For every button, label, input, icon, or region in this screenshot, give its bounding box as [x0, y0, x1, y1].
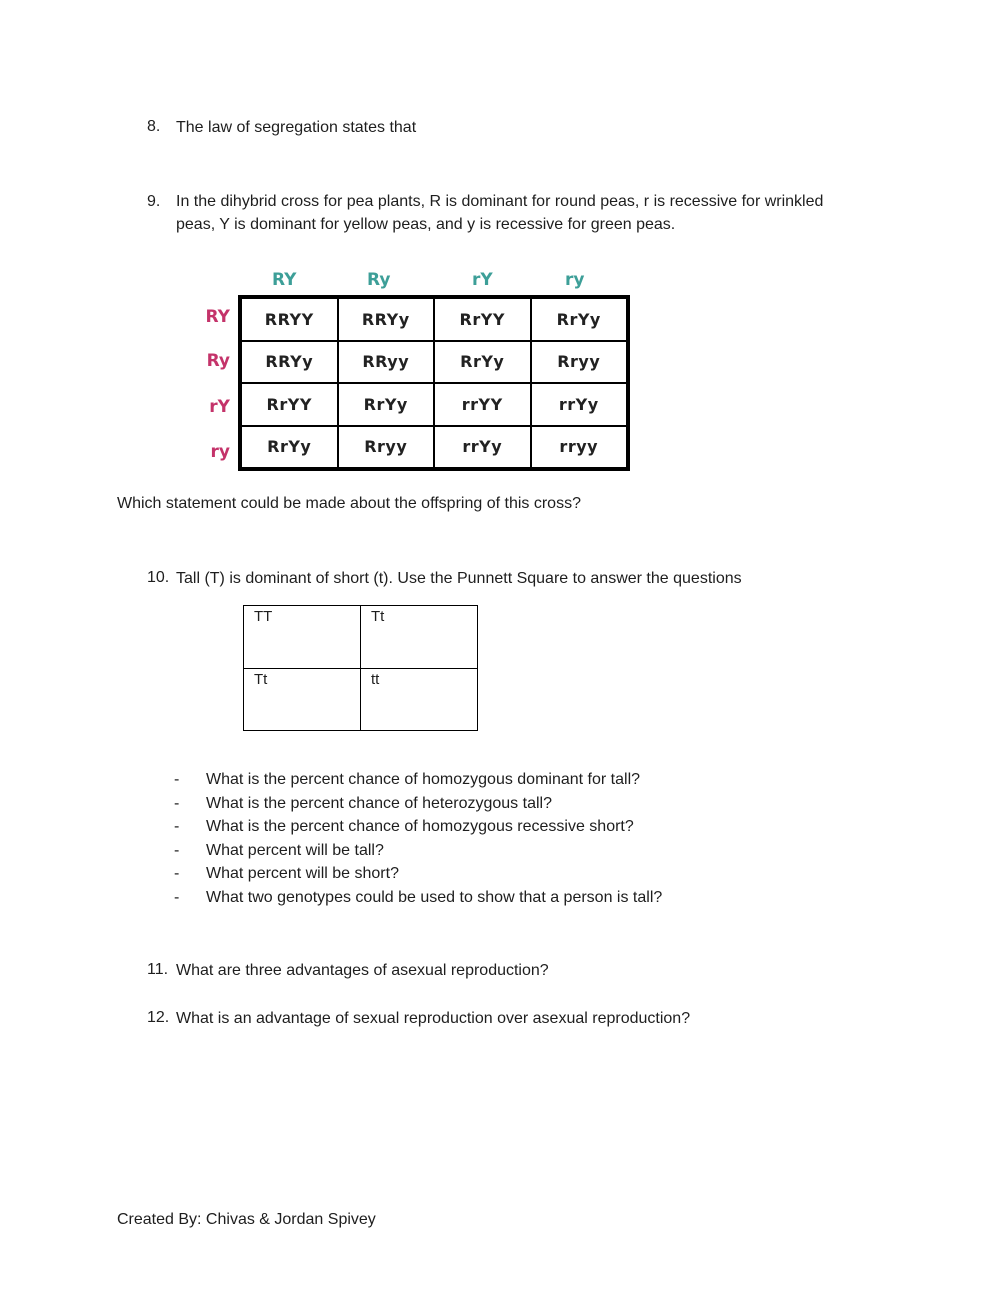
list-item — [174, 792, 662, 816]
bullet-dash: - — [174, 841, 180, 859]
question-9-number: 9. — [147, 193, 161, 210]
col-header: RY — [272, 270, 297, 290]
genotype-cell: RrYY — [241, 383, 338, 426]
list-item — [174, 768, 662, 792]
genotype-cell: RrYy — [531, 298, 628, 341]
bullet-dash: - — [174, 865, 180, 883]
question-10-number: 10. — [147, 569, 170, 586]
genotype-cell: Tt — [244, 668, 361, 731]
row-header: rY — [209, 397, 230, 417]
genotype-cell: rrYy — [531, 383, 628, 426]
question-10-subquestions — [174, 768, 662, 910]
genotype-cell: RrYy — [434, 341, 531, 384]
genotype-cell: RrYy — [338, 383, 435, 426]
genotype-cell: rryy — [531, 426, 628, 469]
genotype-cell: tt — [361, 668, 478, 731]
col-header: Ry — [367, 270, 391, 290]
genotype-cell: RRYY — [241, 298, 338, 341]
row-header: Ry — [206, 351, 230, 371]
question-12-text: What is an advantage of sexual reproduction over asexual reproduction? — [176, 1010, 691, 1027]
list-item-text: What is the percent chance of homozygous recessive short? — [206, 818, 634, 836]
genotype-cell: RRYy — [338, 298, 435, 341]
col-header: rY — [472, 270, 493, 290]
question-9-followup: Which statement could be made about the offspring of this cross? — [117, 495, 581, 512]
list-item-text: What is the percent chance of heterozygous tall? — [206, 794, 552, 812]
bullet-dash: - — [174, 818, 180, 836]
row-header: RY — [205, 307, 230, 327]
question-8-number: 8. — [147, 118, 161, 135]
col-header: ry — [565, 270, 585, 290]
question-11-number: 11. — [147, 961, 169, 978]
genotype-cell: TT — [244, 606, 361, 669]
question-8-text: The law of segregation states that — [176, 119, 417, 136]
bullet-dash: - — [174, 888, 180, 906]
genotype-cell: Rryy — [531, 341, 628, 384]
monohybrid-punnett-square — [243, 605, 478, 731]
question-11-text: What are three advantages of asexual reproduction? — [176, 962, 549, 979]
genotype-cell: RRyy — [338, 341, 435, 384]
row-header: ry — [210, 442, 230, 462]
footer-credit: Created By: Chivas & Jordan Spivey — [117, 1211, 376, 1228]
list-item — [174, 815, 662, 839]
list-item — [174, 862, 662, 886]
list-item — [174, 886, 662, 910]
list-item-text: What is the percent chance of homozygous dominant for tall? — [206, 771, 641, 788]
question-9-text-line2: peas, Y is dominant for yellow peas, and y is recessive for green peas. — [176, 216, 676, 233]
question-9-text-line1: In the dihybrid cross for pea plants, R is dominant for round peas, r is recessive for wrinkled — [176, 193, 824, 210]
list-item — [174, 839, 662, 863]
bullet-dash: - — [174, 771, 180, 788]
genotype-cell: Tt — [361, 606, 478, 669]
list-item-text: What two genotypes could be used to show that a person is tall? — [206, 888, 663, 906]
genotype-cell: rrYY — [434, 383, 531, 426]
genotype-cell: RRYy — [241, 341, 338, 384]
list-item-text: What percent will be tall? — [206, 841, 384, 859]
genotype-cell: RrYy — [241, 426, 338, 469]
question-10-text: Tall (T) is dominant of short (t). Use the Punnett Square to answer the questions — [176, 570, 742, 587]
dihybrid-grid — [238, 295, 630, 471]
genotype-cell: RrYY — [434, 298, 531, 341]
genotype-cell: Rryy — [338, 426, 435, 469]
question-12-number: 12. — [147, 1009, 170, 1026]
list-item-text: What percent will be short? — [206, 865, 399, 883]
genotype-cell: rrYy — [434, 426, 531, 469]
bullet-dash: - — [174, 794, 180, 812]
